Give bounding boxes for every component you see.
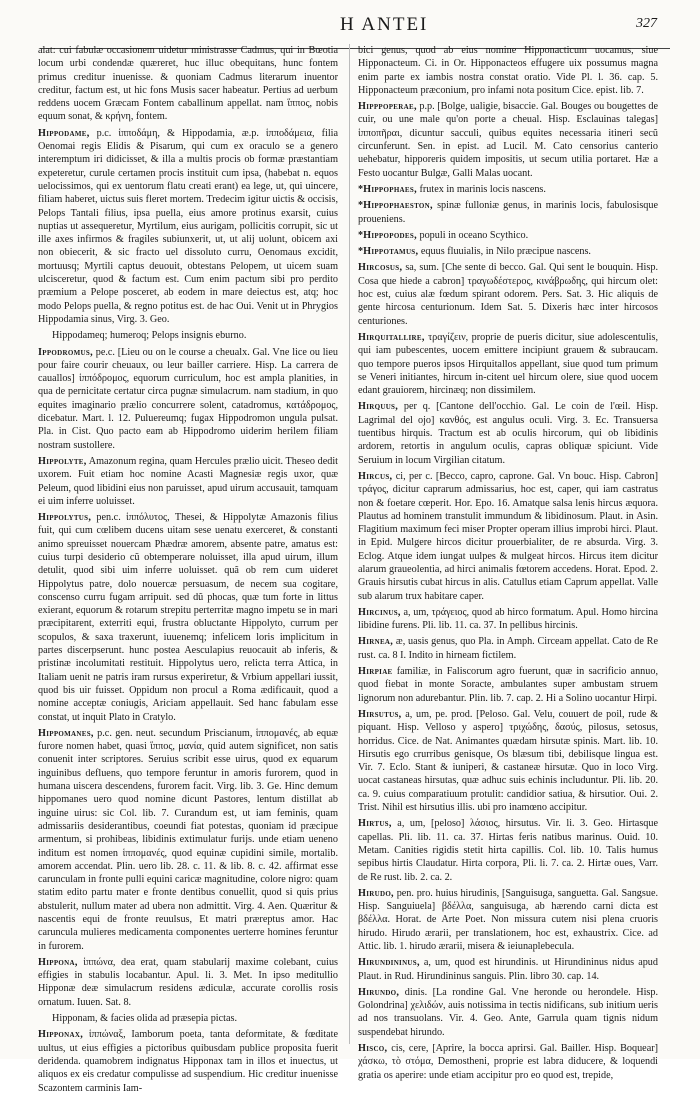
dictionary-entry <box>358 44 658 97</box>
dictionary-entry <box>38 1028 338 1094</box>
entry-text: a, um, quod est hirundinis. ut Hirundininus nidus apud Plaut. in Rud. Hirundininus sanguis. Plin. libro 30. cap. 14. <box>358 957 658 982</box>
entry-text: bici genus, quod ab eius nomine Hipponacticum uocamus, siue Hipponacteum. Ci. in Or. Hipponacteos effugere uix possumus magna enim parte ex iambis nostra constat oratio. Vide Pl. l. 36. cap. 5. Hipponacteum præconium, pro infami nota positum Cice. epist. lib. 7. <box>358 45 658 96</box>
dictionary-entry <box>38 511 338 724</box>
dictionary-entry <box>358 956 658 983</box>
asterisk-icon: * <box>358 246 364 258</box>
dictionary-entry <box>358 986 658 1039</box>
entry-text: ci, per c. [Becco, capro, caprone. Gal. Vn bouc. Hisp. Cabron] τράγος, dicitur caprarum admissarius, hoc est, caper, qui iam castratus non & foetare cœperit. Hor. Epo. 16. Amatque salsa lenis hircus æquora. Plautus ad hominem transtulit immundum & libidinosum. Plaut. in Asin. Flagitium maximum feci miser Propter operam illius improbi hirci. Plaut. in Epid. Mulgere hircos dicitur prouerbialiter, de re absurda. Virg. 3. Eclog. Atque idem iungat uulpes & mulgeat hircos. Hircus item dicitur alarum graueolentia, ad hirci animalis fœtorem accedens. Horat. Epod. 2. Grauis hirsutis cubat hircus in alis. Catullus etiam Caprum appellat. Valle sub alarum trux habitare caper. <box>358 470 659 602</box>
entry-headword: Hirquitallire, <box>358 331 425 343</box>
dictionary-entry <box>358 261 658 327</box>
dictionary-entry <box>358 245 658 258</box>
entry-text: sa, sum. [Che sente di becco. Gal. Qui sent le bouquin. Hisp. Cosa que hiede a cabron] τραγωδέστερος, κινάβρωδης, qui hircum olet: hoc est, cuius alæ fœdum spirant odorem. Pers. Sat. 3. Hic aliquis de gente hircosa centurionum. Idem Sat. 5. Dixeris hæc inter hircosos centuriones. <box>358 262 658 327</box>
entry-headword: Hirundo, <box>358 986 400 998</box>
entry-text: τραγίζειν, proprie de pueris dicitur, siue adolescentulis, qui iam pubescentes, uocem emittere incipiunt grauem & subraucam. quo tempore pueros ipsos Hirquitallos appellant, siue quod tum primum se Veneri initiantes, hircum in-citent uel hircum olere, siue quod uocem edant grauiorem, hircinæq; non dissimilem. <box>358 331 658 397</box>
entry-headword: Hippotamus, <box>363 246 419 258</box>
entry-text: alat: cui fabulæ occasionem uidetur ministrasse Cadmus, qui in Bœotia locum urbi condendæ quæreret, huc illuc obequitans, hunc fontem primus creditur inuenisse. & quoniam Cadmus literarum inuentor creditur, factum est, ut hic fons Musis sacer habeatur. Pertius ad uerbum reddens uocem Græcam Fontem caballinum appellat. nam ἵππος, nobis equum sonat, & κρήνη, fontem. <box>38 45 338 123</box>
entry-headword: Hircinus, <box>358 606 401 618</box>
left-column <box>38 44 339 1094</box>
asterisk-icon: * <box>358 183 364 195</box>
entry-headword: Hippona, <box>38 956 78 968</box>
dictionary-entry <box>38 956 338 1009</box>
dictionary-entry <box>358 635 658 662</box>
entry-text: populi in oceano Scythico. <box>419 229 529 241</box>
entry-text: dinis. [La rondine Gal. Vne heronde ou herondele. Hisp. Golondrina] χελιδών, auis notissima in tectis nidificans, sub initium ueris ad nos transuolans. Vir. 4. Geo. Ante, Garrula quam tignis nidum suspendebat hirundo. <box>358 986 658 1038</box>
entry-text: familiæ, in Faliscorum agro fuerunt, quæ in sacrificio annuo, quod fiebat in monte Soracte, ambulantes super ambustam struem lignorum non adurebantur. Plin. lib. 7. cap. 2. Hi a Solino uocantur Hirpi. <box>358 666 658 704</box>
column-divider <box>349 44 350 1044</box>
entry-headword: Hircosus, <box>358 262 403 274</box>
dictionary-entry <box>358 665 658 705</box>
page-number: 327 <box>636 16 657 31</box>
entry-text: equus fluuialis, in Nilo præcipue nascens. <box>420 246 591 258</box>
entry-text: pen.c. ἱππόλυτος, Thesei, & Hippolytæ Amazonis filius fuit, qui cum cœlibem ducens uitam sese uenatu exerceret, & constanti animo spreuisset nouercam Phædræ amorem, absente patre, amatus est: cuius turpi desiderio cũ obtemperare noluisset, illa apud uirum, illum detulit, quod sibi uim inferre uoluisset. quã ob rem cum uideret Hippolytus patre, dolo nouercæ persuasum, de necem sua cogitare, conscenso curru fugam arripuit. sed dũ phocas, quæ tum forte in littus exierant, equorum & rotarum strepitu perterritæ magno impetu se in mari præcipitarent, exterriti equi, frustra obluctante Hippolyto, currum per scopulos, & saxa traxerunt, iuuenemq; infelicem loris implicitum in partes discerpserunt. hunc postea Aesculapius reuocauit ab inferis, & pristinæ incolumitati restituit. Hippolytus uero, relicta terra Attica, in Italiam uenit ne patris iram rursus experiretur, & Vrbium appellari iussit, quod bis uir fuisset. Oppidum non procul a Roma ædificauit, quod a nomine acceptæ coniugis, Ariciam appellauit. Sed hanc fabulam esse constat, ut inquit Plato in Cratylo. <box>38 512 338 723</box>
dictionary-entry <box>358 100 658 180</box>
entry-text: Amazonum regina, quam Hercules prælio uicit. Theseo dedit uxorem. Fuit etiam hoc nomine Acasti Magnesiæ regis uxor, quæ Peleum, quod libidini eius non paruisset, apud uirum accusauit, tamquam ei uim inferre uoluisset. <box>38 455 339 507</box>
entry-text: frutex in marinis locis nascens. <box>419 183 546 195</box>
dictionary-entry <box>38 127 338 326</box>
entry-headword: Hippopodes, <box>363 229 417 241</box>
entry-text: ἱππώναξ, Iamborum poeta, tanta deformitate, & fœditate uultus, ut eius effigies a pictoribus quibusdam publice proposita fuerit deridenda. quamobrem indignatus Hipponax tam in illos et inuectus, ut aliquos ex eis credatur compulisse ad suspendium. Hic creditur inuenisse Scazontem carminis Iam- <box>38 1029 338 1094</box>
entry-headword: Hippolyte, <box>38 455 87 467</box>
dictionary-entry <box>38 329 338 342</box>
entry-text: spinæ fulloniæ genus, in marinis locis, fabulosisque proueniens. <box>358 200 658 225</box>
entry-text: per q. [Cantone dell'occhio. Gal. Le coin de l'œil. Hisp. Lagrimal del ojo] κανθός, est angulus oculi. Virg. 3. Ec. Transuersa tuentibus hirquis. Tractum est ab oculis hircorum, qui ob libidinis ardorem, retortis in angulum oculis, capras obliquæ spiciunt. Vide Seruium in locum Virgilian citatum. <box>358 401 659 466</box>
entry-text: a, um, τράγειος, quod ab hirco formatum. Apul. Homo hircina libidine furens. Pli. lib. 11. ca. 37. In pellibus hircinis. <box>358 606 658 632</box>
entry-headword: Hirudo, <box>358 887 394 899</box>
entry-headword: Hisco, <box>358 1043 388 1055</box>
dictionary-entry <box>358 199 658 226</box>
entry-headword: Hippodame, <box>38 127 90 139</box>
entry-headword: Hirpiae <box>358 666 393 678</box>
entry-text: p.c. gen. neut. secundum Priscianum, ἱππομανές, ab equæ furore nomen habet, quasi ἵππος, μανία, quid autem significet, non satis conuenit inter scriptores. Seruius scribit esse uirus, quod ex equarum inguinibus defluens, quo tempore feruntur in amoris furorem, quod in humana uiscera descendens, furorem facit. Virg. lib. 3. Ge. Hinc demum hippomanes uero quod nomine dicunt Pastores, lentum distillat ab inguine uirus: sic Col. lib. 7. Curandum est, ut iam feminis, quam admissariis desiderantibus, coeundi fiat potestas, quoniam id præcipue armentum, si prohibeas, libidinis extimulatur furijs. unde etiam ueneno inditum est nomen ἱππομανές, quod equinæ cupidini simile, mortalib. amorem accendat. Plin. uero lib. 28. c. 11. & lib. 8. c. 42. affirmat esse carunculam in fronte pulli equini caricæ magnitudine, colore nigro: quam statim edito partu mater e fronte dentibus conuellit, quod si quis prius abstulerit, nullum mater ad ubera non admittit. Virg. 4. Aen. Quæritur & nascentis equi de fronte reuulsus, Et matri præreptus amor. Hac caruncula mulieres medicamenta componentes uerterre homines feruntur in furorem. <box>38 727 338 952</box>
dictionary-entry <box>38 44 338 124</box>
entry-headword: Hipppoperae, <box>358 101 417 113</box>
dictionary-entry <box>38 346 338 452</box>
dictionary-entry <box>358 331 658 397</box>
entry-text: pen. pro. huius hirudinis, [Sanguisuga, sanguetta. Gal. Sangsue. Hisp. Sanguiuela] βδέλλα, sanguisuga, ab hærendo carni dicta est βδέλλα. Horat. de Arte Poet. Non missura cutem nisi plena cruoris hirudo. Hirudo ærarii, per translationem, hoc est, exhaustrix. Cice. ad Attic. lib. 1. hirudo ærarii, misera & ieiunaplebecula. <box>358 887 659 952</box>
entry-headword: Hirtus, <box>358 818 392 830</box>
entry-text: ἱππώνα, dea erat, quam stabularij maxime colebant, cuius effigies in stabulis locabantur. Apul. li. 3. Met. In ipso meditullio Hipponæ deæ simulacrum residens ædiculæ, accurate corollis rosis ornatum. Iuuen. Sat. 8. <box>38 956 339 1008</box>
entry-headword: Hippolytus, <box>38 512 92 524</box>
asterisk-icon: * <box>358 229 364 241</box>
dictionary-entry <box>358 606 658 633</box>
entry-text: Hipponam, & facies olida ad præsepia pictas. <box>52 1013 238 1025</box>
entry-headword: Hirsutus, <box>358 708 402 720</box>
dictionary-entry <box>38 455 338 508</box>
dictionary-entry <box>38 1012 338 1025</box>
entry-text: cis, cere, [Aprire, la bocca aprirsi. Gal. Bailler. Hisp. Boquear] χάσκω, τὸ στόμα, Demostheni, proprie est labra diducere, & loquendi gratia os aperire: unde etiam accipitur pro eo quod est, trepide, <box>358 1043 659 1081</box>
dictionary-entry <box>358 1042 658 1082</box>
entry-headword: Hippophaeston, <box>363 200 433 212</box>
running-head-right: I <box>420 14 429 35</box>
dictionary-entry <box>358 817 658 883</box>
entry-headword: Hirnea, <box>358 636 394 648</box>
entry-text: p.p. [Bolge, ualigie, bisaccie. Gal. Bouges ou bougettes de cuir, ou une male qu'on porte a cheual. Hisp. Esclauinas talegas] ἱπποπῆραι, dicuntur sacculi, quibus equites necessaria itineri secũ circunferunt. Sen. in epist. ad Lucil. M. Cato censorius canterio uehebatur, hipporeris quidem impositis, ut secum utilia portaret. Hæ a Festo uocantur Bulgæ, Galli Malas uocant. <box>358 101 659 179</box>
entry-headword: Hippomanes, <box>38 727 94 739</box>
entry-text: a, um, pe. prod. [Peloso. Gal. Velu, couuert de poil, rude & piquant. Hisp. Velloso y aspero] τριχώδης, δασύς, pilosus, setosus, horridus. Cice. de Nat. Animantes quædam hirsutæ spinis. Mart. lib. 10. Hirsutis ego crurribus genisque, Os blæsum tibi, debilisque lingua est. Vir. 7. Eclo. Stant & iuniperi, & castaneæ hirsutæ. Quo in loco Virg. uocat castaneas hirsutas, quæ adhuc suis echinis includuntur. Pli. lib. 20. ca. 9. cuius comparatiuum protulit: candidior satiua, & hirsutior. Oui. 2. Trist. Nihil est hirsutius illis. ubi pro inamœno accipitur. <box>358 708 658 814</box>
dictionary-entry <box>38 727 338 953</box>
entry-headword: Hipponax, <box>38 1029 84 1041</box>
dictionary-entry <box>358 887 658 953</box>
entry-headword: Hircus, <box>358 470 393 482</box>
dictionary-entry <box>358 183 658 196</box>
running-head-left: H ANTE <box>340 14 421 35</box>
entry-text: pe.c. [Lieu ou on le course a cheualx. Gal. Vne lice ou lieu pour faire courir cheuaux, ou leur bailler carriere. Hisp. La carrera de cauallos] ἱππόδρομος, equorum curriculum, hoc est ampla planities, in qua de pernicitate certatur circa pugnæ simulacrum. nam stadium, in quo equites imaginario prælio concurrere solent, catadromus, κατάδρομος, dicebatur. Mart. l. 12. Puluereumq; fugax Hippodromon ungula pulsat. Pla. in Cist. Quo pacto eam ab Hippodromo uiderim herilem filiam nostram sustollere. <box>38 346 338 451</box>
entry-headword: Hirquus, <box>358 401 399 413</box>
dictionary-entry <box>358 708 658 814</box>
entry-text: æ, uasis genus, quo Pla. in Amph. Circeam appellat. Cato de Re rust. ca. 8 I. Indito in hirneam fictilem. <box>358 636 658 661</box>
dictionary-entry <box>358 400 658 466</box>
entry-text: p.c. ἱπποδάμη, & Hippodamia, æ.p. ἱπποδάμεια, filia Oenomai regis Elidis & Pisarum, qui cum ex oraculo se a genero interemptum iri didicisset, & illa a multis procis ob formæ præstantiam expeteretur, curule certamen procis instituit cum ipsa, (habebat n. equos uelocissimos, qui ex uentorum flatu creati erant) ea lege, ut, qui uincere, filiam haberet, uictus suis fleret mortem. Tredecim igitur uictis & occisis, Pelops Tantali filius, ipsa puella, eius amore protinus exarsit, cuius nuptias ut assequeretur, Myrtilum, eius aurigam, pollicitis corrupit, sic ut ille axes infirmos & fragiles subiunxerit, ut, ut alij uolunt, obicem axi non obiecerit, & sic fracto uel dissoluto curru, Oenomaus excidit, mortuusq; Myrtili captus deuouit, obtestans Pelopem, ut uicem suam ulcisceretur, quod & factum est. Cum enim pactum sibi pro perdito præmium a Pelope posceret, ab eodem in mare deiectus est, atq; hoc modo Pelops puella, & regno potitus est. de hac Oui. Venit ut in Phrygios Hippodamia sinus, Virg. 3. Geo. <box>38 127 339 325</box>
entry-headword: Hippophaes, <box>363 183 417 195</box>
running-head <box>0 14 700 38</box>
dictionary-entry <box>358 470 658 603</box>
dictionary-entry <box>358 229 658 242</box>
entry-text: Hippodameq; humeroq; Pelops insignis eburno. <box>52 330 247 342</box>
asterisk-icon: * <box>358 200 364 212</box>
entry-headword: Ippodromus, <box>38 346 93 358</box>
entry-text: a, um, [peloso] λάσιος, hirsutus. Vir. li. 3. Geo. Hirtasque capellas. Pli. lib. 11. ca. 37. Hirtas feris natibus marinus. Ouid. 10. Metam. Canities rigidis stetit hirta capillis. Col. lib. 10. Talis humus sepibus hirtis Claudatur. Hirta corpora, Pli. li. 7. ca. 2. Hirtæ oues, Varr. de Re rust. lib. 2. ca. 2. <box>358 818 658 883</box>
right-column <box>358 44 659 1081</box>
entry-headword: Hirundininus, <box>358 957 420 969</box>
